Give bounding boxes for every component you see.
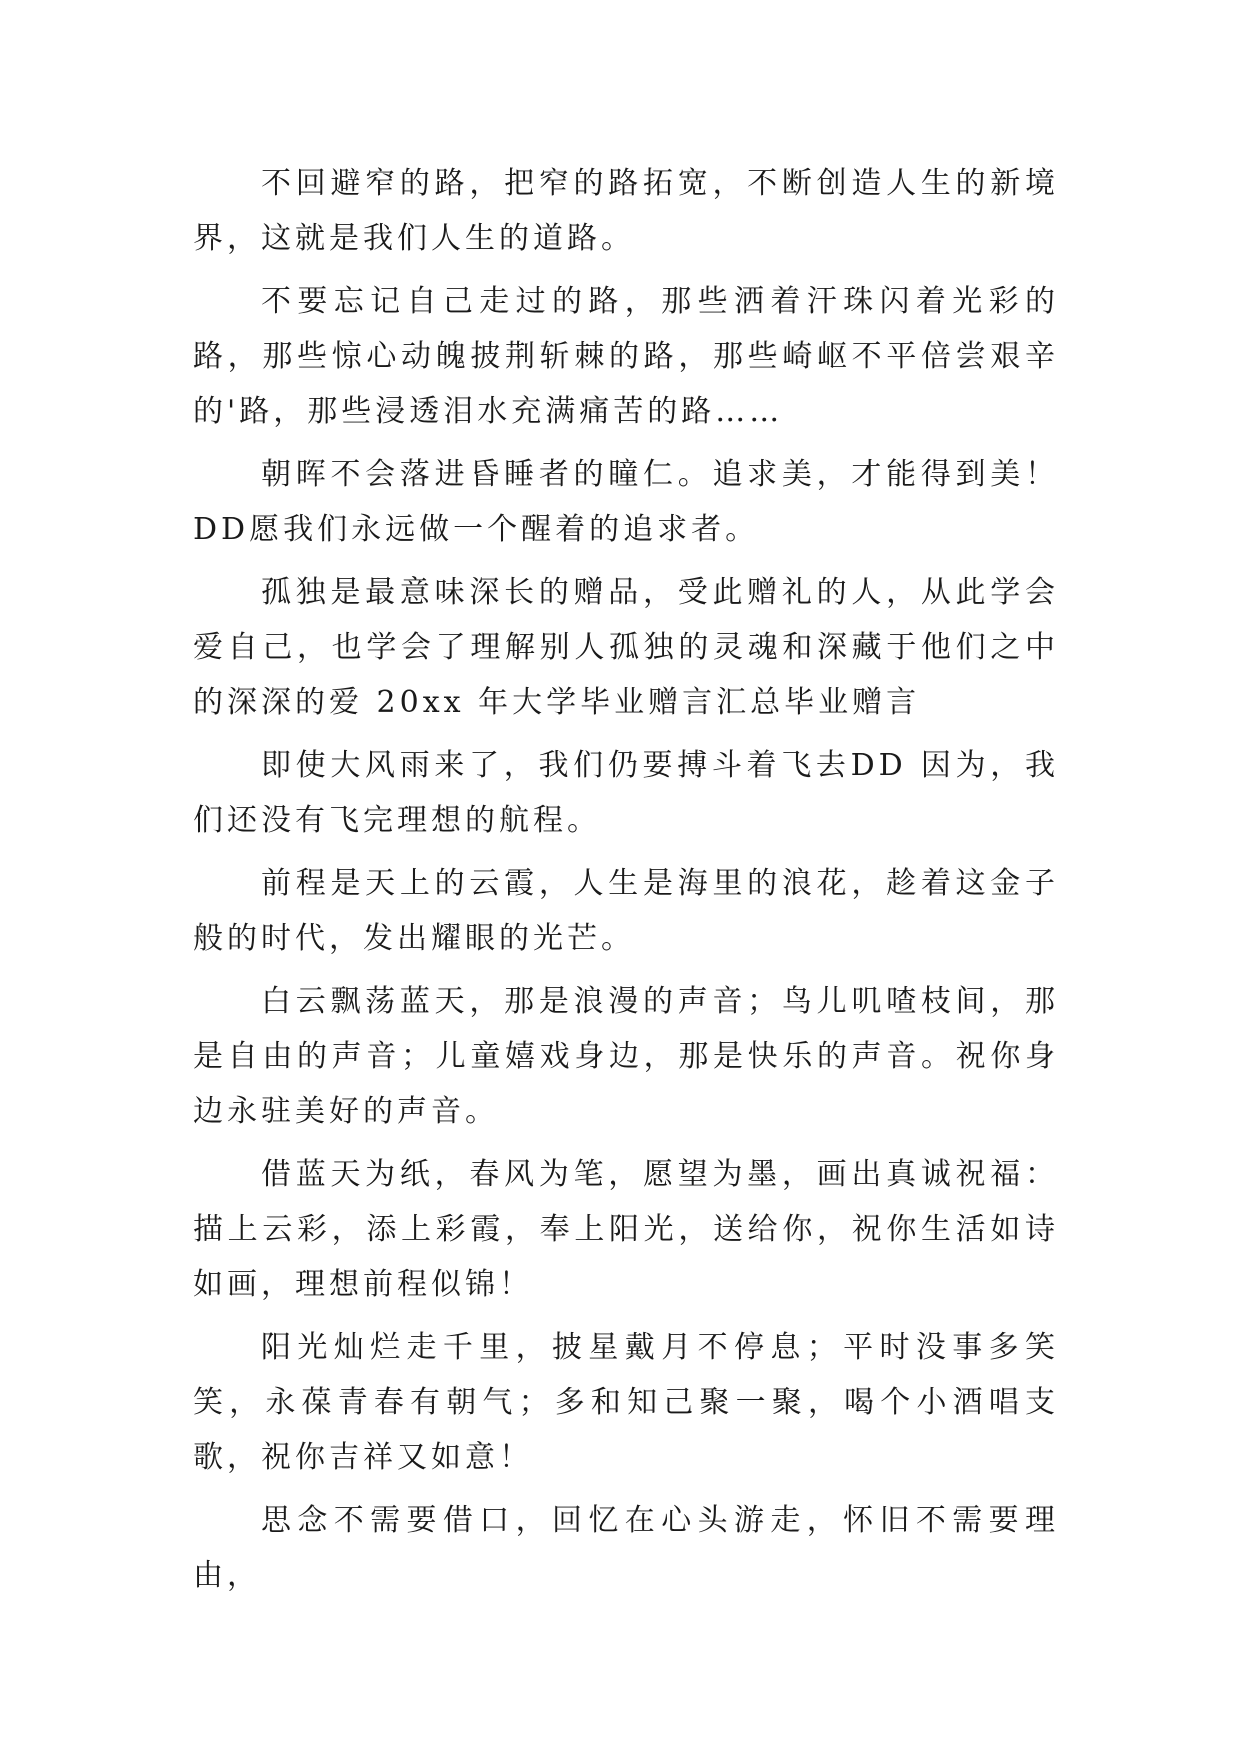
document-body <box>193 156 1059 1611</box>
paragraph: 阳光灿烂走千里，披星戴月不停息；平时没事多笑笑，永葆青春有朝气；多和知己聚一聚，喝个小酒唱支歌，祝你吉祥又如意！ <box>193 1330 1059 1475</box>
paragraph: 思念不需要借口，回忆在心头游走，怀旧不需要理由， <box>193 1503 1059 1593</box>
paragraph: 即使大风雨来了，我们仍要搏斗着飞去DD 因为，我们还没有飞完理想的航程。 <box>193 748 1059 838</box>
paragraph: 孤独是最意味深长的赠品，受此赠礼的人，从此学会爱自己，也学会了理解别人孤独的灵魂和深藏于他们之中的深深的爱 20xx 年大学毕业赠言汇总毕业赠言 <box>193 575 1059 720</box>
paragraph: 不要忘记自己走过的路，那些洒着汗珠闪着光彩的路，那些惊心动魄披荆斩棘的路，那些崎岖不平倍尝艰辛的'路，那些浸透泪水充满痛苦的路…… <box>193 284 1059 429</box>
paragraph: 不回避窄的路，把窄的路拓宽，不断创造人生的新境界，这就是我们人生的道路。 <box>193 166 1059 256</box>
paragraph: 白云飘荡蓝天，那是浪漫的声音；鸟儿叽喳枝间，那是自由的声音；儿童嬉戏身边，那是快乐的声音。祝你身边永驻美好的声音。 <box>193 984 1059 1129</box>
paragraph: 前程是天上的云霞，人生是海里的浪花，趁着这金子般的时代，发出耀眼的光芒。 <box>193 866 1059 956</box>
paragraph: 借蓝天为纸，春风为笔，愿望为墨，画出真诚祝福：描上云彩，添上彩霞，奉上阳光，送给你，祝你生活如诗如画，理想前程似锦！ <box>193 1157 1059 1302</box>
paragraph: 朝晖不会落进昏睡者的瞳仁。追求美，才能得到美！DD愿我们永远做一个醒着的追求者。 <box>193 457 1059 547</box>
